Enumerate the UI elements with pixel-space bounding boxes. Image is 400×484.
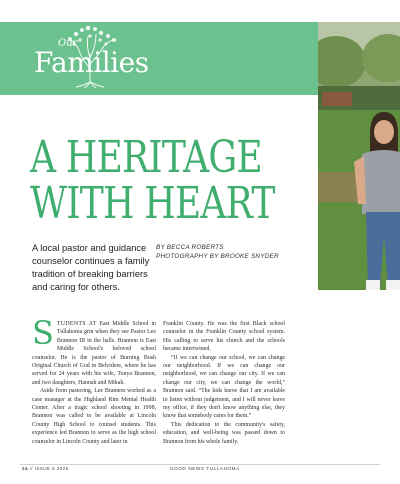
article-headline — [30, 132, 275, 229]
paragraph-text: East Middle School in Tullahoma grin when they see Pastor Lee Brannon III in the halls. Brannon is East Middle School's beloved school counselor. He is the pastor of Burning Bush Original Church of God in Belvidere, where he has served for 24 years with his wife, Tonya Brannon, and two daughters, Hannah and Mikah. — [32, 321, 156, 386]
body-paragraph: This dedication to the community's safety, education, and well-being was passed down to Brannon from his whole family. — [163, 421, 285, 445]
headline-line-1: A HERITAGE — [30, 132, 262, 183]
article-subhead: A local pastor and guidance counselor continues a family tradition of breaking barriers and caring for others. — [32, 243, 150, 292]
page-number: 24 — [22, 466, 28, 471]
byline: BY BECCA ROBERTS — [156, 244, 224, 251]
page-folio — [22, 466, 69, 471]
headline-line-2: WITH HEART — [30, 178, 275, 229]
our-families-logo — [30, 24, 149, 88]
girl-portrait-illustration — [318, 22, 400, 290]
article-credits — [156, 243, 316, 261]
body-paragraph — [32, 314, 156, 387]
footer-divider — [20, 464, 380, 465]
body-paragraph: “If we can change our school, we can change our neighborhood. If we can change our neighborhood, we can change our city. If we can change our city, we can change the world,” Brannon said. “The kids know that I am available to listen without judgement, and I will never leave my office, if they don't know anything else, they know that somebody cares for them.” — [163, 354, 285, 420]
lead-in-caps: TUDENTS AT — [56, 321, 97, 327]
photo-credit: PHOTOGRAPHY BY BROOKE SNYDER — [156, 253, 279, 260]
article-photo — [318, 22, 400, 290]
body-paragraph: Aside from pastoring, Lee Brannon worked as a case manager at the Highland Rim Mental Health Center. After a tragic school shooting in 1998, Brannon was called to be available at Lincoln County High School to counsel students. This experience led Brannon to serve as the high school counselor in Lincoln County and later in — [32, 388, 156, 445]
issue-label: // ISSUE 6 2025 — [29, 466, 69, 471]
body-column-1 — [32, 314, 156, 446]
body-column-2 — [163, 320, 285, 446]
running-footer: GOOD NEWS TULLAHOMA — [170, 466, 240, 471]
drop-cap: S — [32, 314, 54, 352]
logo-families-text: Families — [34, 46, 149, 79]
logo-our-text: Our — [58, 38, 78, 49]
body-paragraph: Franklin County. He was the first Black school counselor in the Franklin County school system. His calling to serve his church and the schools became intertwined. — [163, 321, 285, 353]
